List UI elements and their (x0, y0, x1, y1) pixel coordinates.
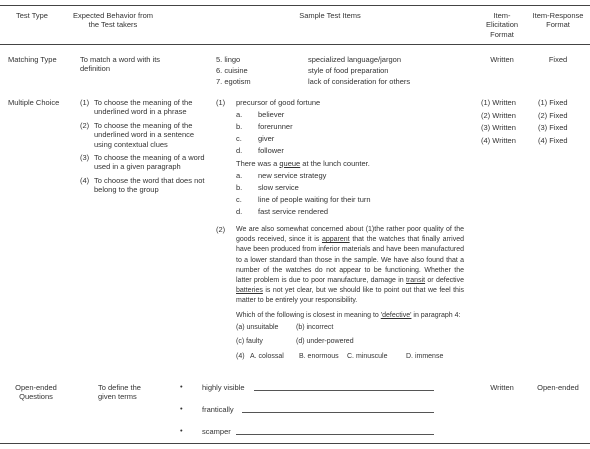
passage (236, 225, 464, 307)
option-text: slow service (258, 183, 299, 192)
pair-word: egotism (224, 77, 251, 86)
underlined-word: batteries (236, 287, 263, 295)
behavior-text: To choose the meaning of a word used in a given paragraph (94, 152, 205, 172)
pair-num: 7. (216, 77, 223, 86)
matching-pair-row (216, 77, 466, 88)
matching-pairs (216, 55, 466, 88)
question-num: (4) (236, 352, 245, 360)
matching-behavior: To match a word with its definition (80, 55, 161, 74)
elicitation-item: (3) Written (481, 123, 516, 132)
matching-type-label: Matching Type (8, 55, 57, 64)
option-letter: b. (236, 122, 243, 131)
response-item: (3) Fixed (538, 123, 568, 132)
behavior-num: (2) (80, 120, 90, 130)
question-stem: precursor of good fortune (236, 98, 321, 107)
option-row (216, 207, 466, 219)
option-b: (b) incorrect (296, 323, 334, 331)
mc-elicitation (481, 98, 531, 148)
elicitation-item: (4) Written (481, 135, 516, 145)
term-label: scamper (202, 427, 231, 436)
question-pre: Which of the following is closest in meaning to (236, 311, 381, 319)
passage-options-row (236, 324, 464, 336)
option-letter: c. (236, 195, 242, 204)
mc-type-label: Multiple Choice (8, 98, 60, 107)
passage-part-2: that the watches that finally arrived have been produced from inferior materials and have been manufactured to a lower standard than those in the sample. We have also found that a number of the watches do not appear to be functioning. Whether the latter problem is due to poor manufacture, damage in (236, 236, 464, 285)
behavior-text: To choose the meaning of the underlined word in a sentence using contextual clues (94, 120, 195, 149)
behavior-num: (4) (80, 175, 90, 185)
mc-question-paragraph (216, 225, 464, 365)
option-letter: d. (236, 207, 243, 216)
option-letter: b. (236, 183, 243, 192)
table-top-rule (0, 5, 590, 6)
option-d: D. immense (406, 352, 444, 360)
option-row (216, 195, 466, 207)
question-stem-row (216, 98, 466, 110)
option-letter: a. (236, 171, 243, 180)
option-c: C. minuscule (347, 352, 388, 360)
option-letter: d. (236, 146, 243, 155)
elicitation-item: (2) Written (481, 110, 516, 120)
option-a: A. colossal (250, 352, 284, 360)
answer-line (236, 427, 434, 435)
question-stem (236, 159, 370, 168)
header-sample-items: Sample Test Items (299, 11, 361, 20)
pair-word: cuisine (224, 66, 248, 75)
pair-definition: style of food preparation (308, 66, 389, 75)
matching-pair-row (216, 66, 466, 77)
mc-question-1 (216, 98, 466, 158)
elicitation-item: (1) Written (481, 98, 516, 107)
option-letter: a. (236, 110, 243, 119)
pair-definition: specialized language/jargon (308, 55, 401, 64)
pair-num: 5. (216, 55, 223, 64)
pair-definition: lack of consideration for others (308, 77, 411, 86)
underlined-word: apparent (321, 236, 350, 244)
underlined-word: queue (279, 159, 301, 168)
term-label: highly visible (202, 383, 245, 392)
mc-behavior-item (80, 98, 205, 117)
bullet: • (180, 426, 183, 435)
option-row (216, 146, 466, 158)
header-elicitation: Item-Elicitation Format (485, 11, 519, 39)
option-text: line of people waiting for their turn (258, 195, 371, 204)
open-behavior: To define the given terms (98, 383, 141, 402)
passage-part-4: is not yet clear, but we should like to point out that we feel this matter to be entirely your responsibility. (236, 287, 464, 305)
pair-word: lingo (224, 55, 241, 64)
behavior-num: (3) (80, 152, 90, 162)
option-row (216, 110, 466, 122)
stem-pre: There was a (236, 159, 280, 168)
open-response: Open-ended (537, 383, 579, 392)
term-row (180, 427, 450, 449)
pair-num: 6. (216, 66, 223, 75)
option-row (216, 171, 466, 183)
option-b: B. enormous (299, 352, 339, 360)
option-letter: c. (236, 134, 242, 143)
header-test-type: Test Type (16, 11, 48, 20)
passage-question (236, 311, 464, 321)
option-a: (a) unsuitable (236, 323, 279, 331)
header-response: Item-Response Format (532, 11, 584, 30)
underlined-word: 'defective' (380, 311, 412, 319)
matching-elicitation: Written (490, 55, 514, 64)
term-label: frantically (202, 405, 234, 414)
option-text: giver (258, 134, 275, 143)
question-post: in paragraph 4: (411, 311, 461, 319)
bullet: • (180, 404, 183, 413)
matching-response: Fixed (548, 55, 568, 64)
option-text: new service strategy (258, 171, 327, 180)
behavior-text: To choose the word that does not belong to the group (94, 175, 205, 194)
passage-part-1: We are also somewhat concerned about (1)the rather poor quality of the goods received, since it is (236, 226, 464, 244)
option-text: fast service rendered (258, 207, 329, 216)
option-d: (d) under-powered (296, 337, 354, 345)
header-rule (0, 44, 590, 45)
mc-behavior-item (80, 121, 205, 149)
open-elicitation: Written (490, 383, 514, 392)
mc-behavior-item (80, 153, 205, 172)
behavior-num: (1) (80, 98, 90, 107)
term-row (180, 383, 450, 405)
passage-options-row (236, 338, 464, 350)
open-type-label: Open-ended Questions (15, 383, 57, 402)
mc-question-queue (216, 159, 466, 219)
behavior-text: To choose the meaning of the underlined word in a phrase (94, 98, 193, 117)
header-behavior: Expected Behavior from the Test takers (72, 11, 154, 30)
bullet: • (180, 382, 183, 391)
underlined-word: transit (406, 277, 426, 285)
response-item: (4) Fixed (538, 135, 568, 145)
term-row (180, 405, 450, 427)
question-num: (1) (216, 98, 226, 107)
mc-behavior-item (80, 176, 205, 195)
answer-line (254, 383, 434, 391)
stem-post: at the lunch counter. (300, 159, 370, 168)
question-stem-row (216, 159, 466, 171)
matching-pair-row (216, 55, 466, 66)
option-text: follower (258, 146, 284, 155)
option-text: forerunner (258, 122, 293, 131)
answer-line (242, 405, 434, 413)
question-num: (2) (216, 225, 226, 234)
option-text: believer (258, 110, 285, 119)
option-row (216, 122, 466, 134)
option-row (216, 134, 466, 146)
option-row (216, 183, 466, 195)
passage-part-3: or defective (425, 277, 464, 285)
open-terms (180, 383, 450, 449)
mc-behaviors (80, 98, 205, 194)
option-c: (c) faulty (236, 337, 263, 345)
mc-response (538, 98, 586, 148)
response-item: (2) Fixed (538, 110, 568, 120)
response-item: (1) Fixed (538, 98, 568, 107)
group-question-row (236, 353, 464, 365)
